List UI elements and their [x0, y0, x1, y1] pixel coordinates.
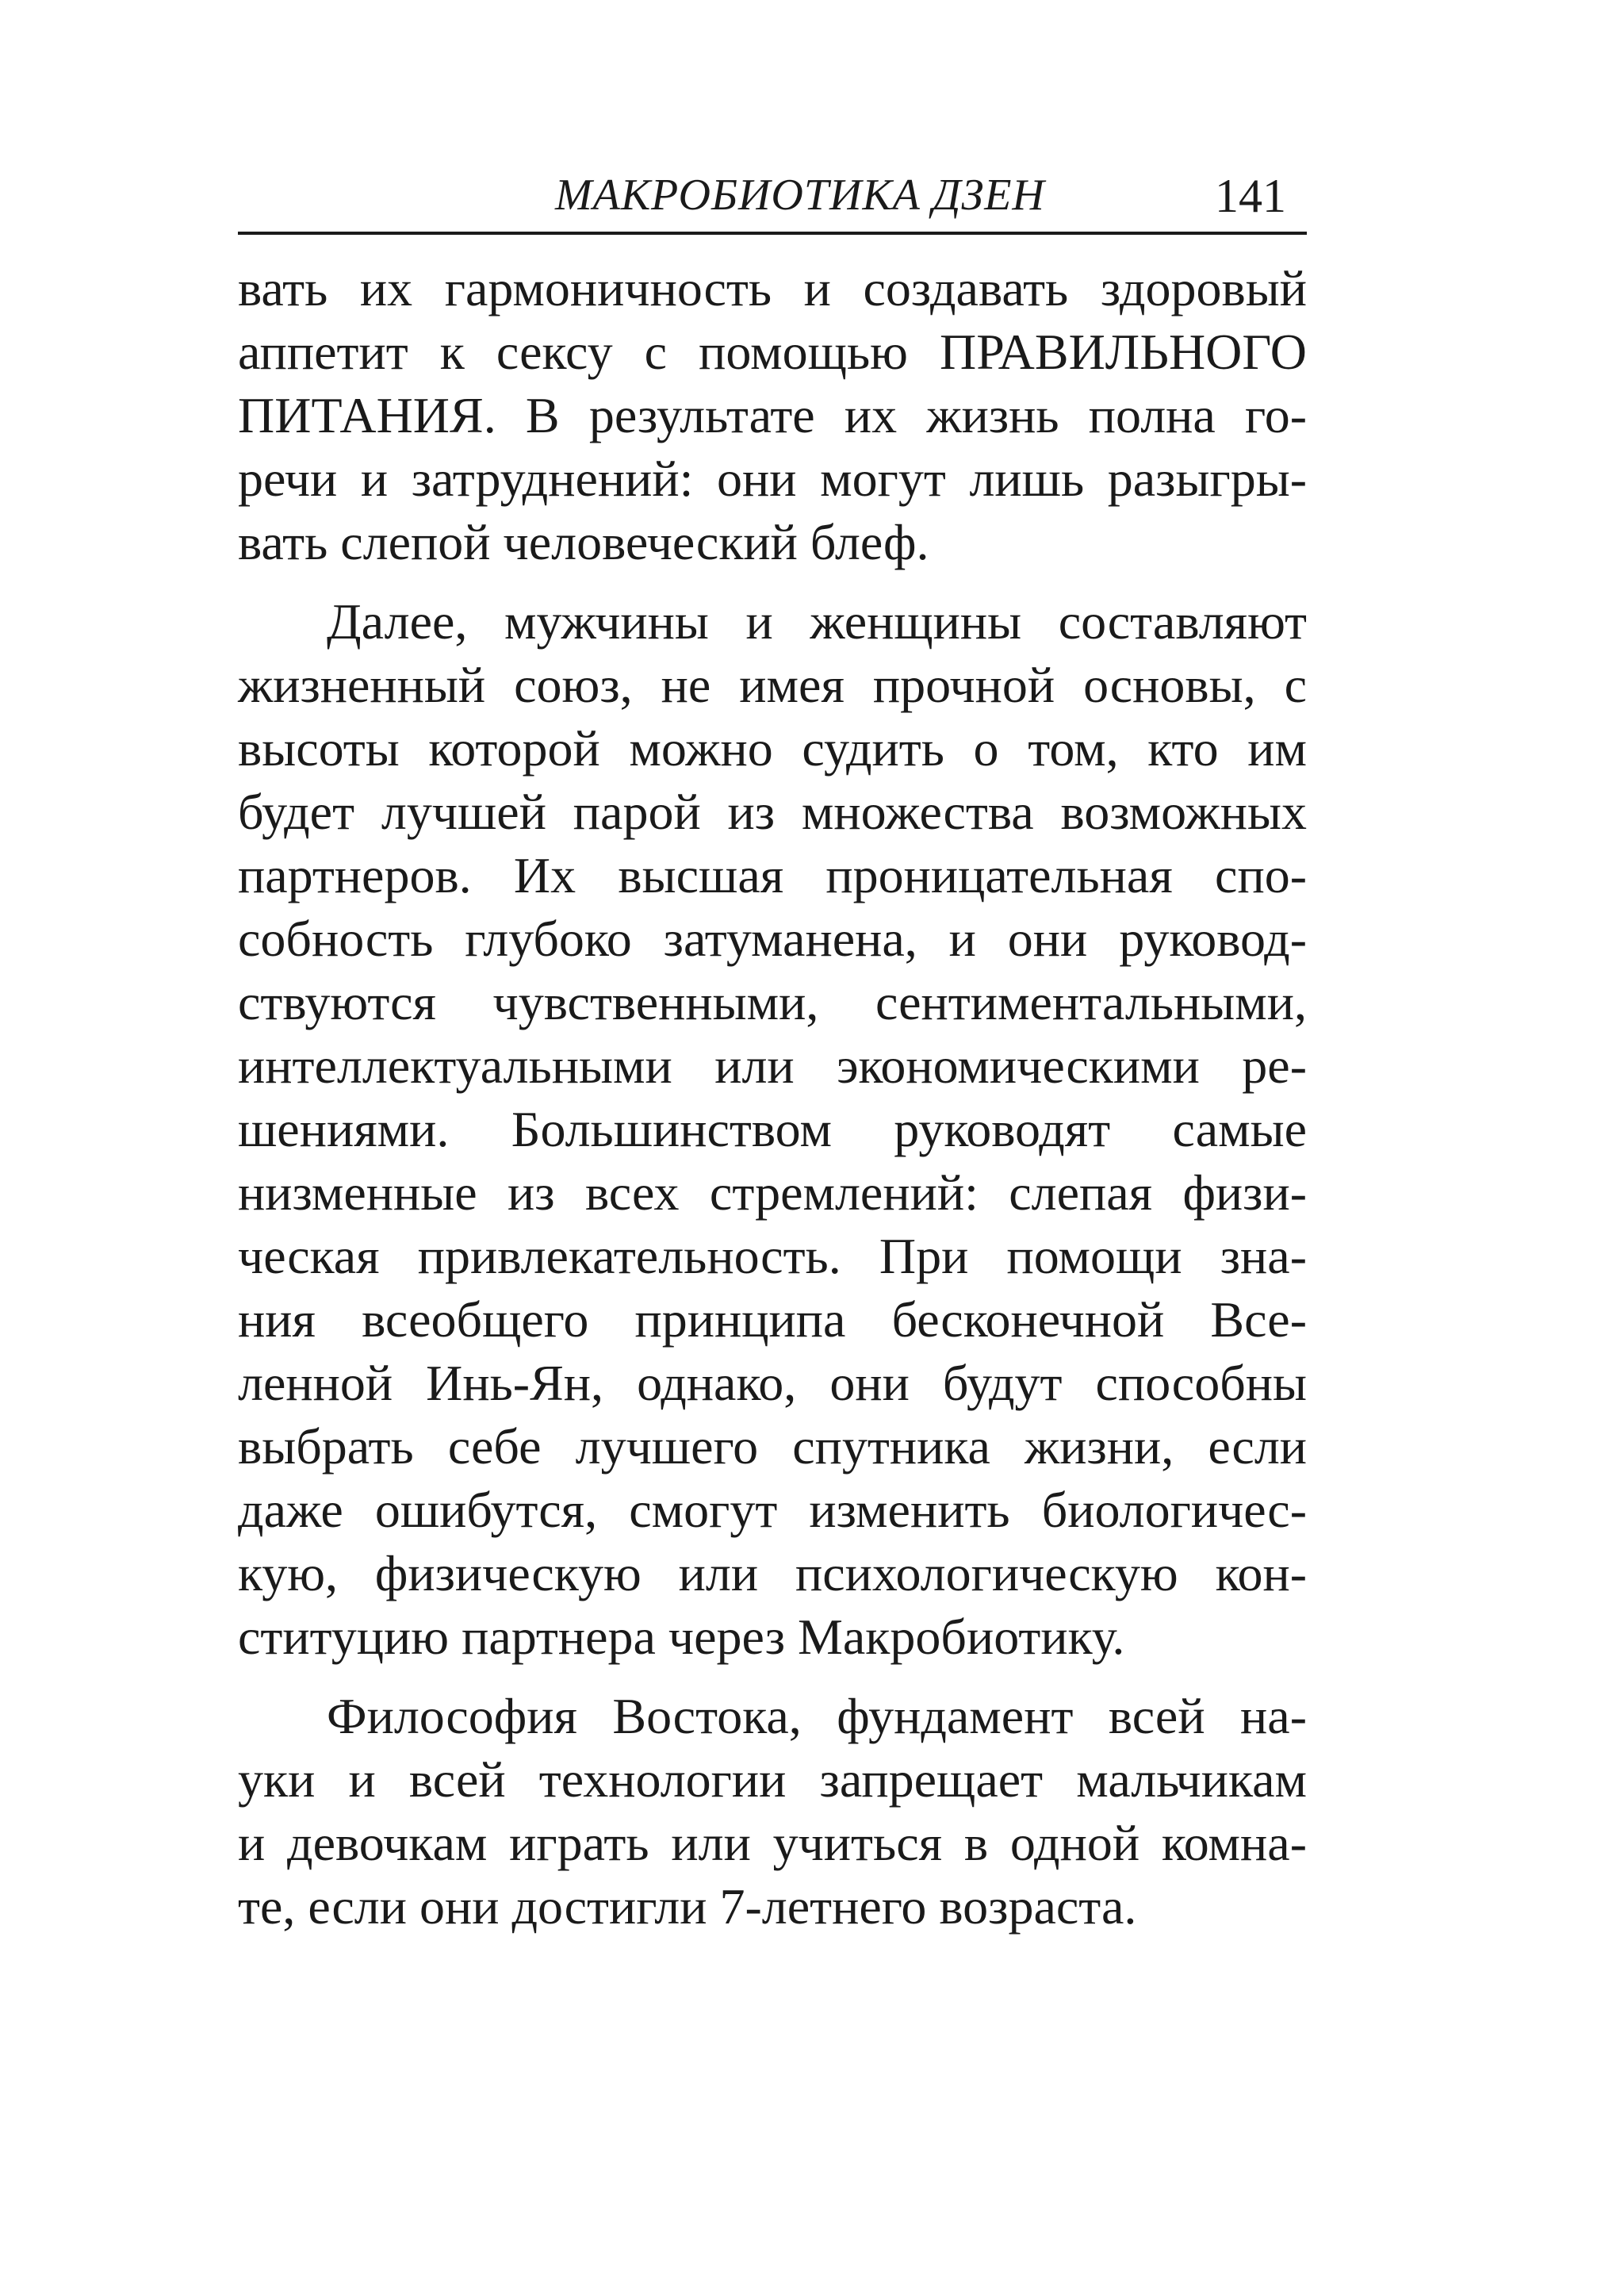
paragraph [238, 257, 1307, 574]
book-page [238, 167, 1307, 1954]
paragraph [238, 590, 1307, 1669]
text-line: вать их гармоничность и создавать здоровый [238, 260, 1307, 316]
paragraph [238, 1685, 1307, 1939]
running-header [238, 167, 1307, 235]
text-line: жизненный союз, не имея прочной основы, с [238, 657, 1307, 713]
text-line: речи и затруднений: они могут лишь разыгры- [238, 451, 1307, 507]
text-line: уки и всей технологии запрещает мальчикам [238, 1751, 1307, 1808]
text-line: ПИТАНИЯ. В результате их жизнь полна го- [238, 387, 1307, 443]
text-line: будет лучшей парой из множества возможных [238, 784, 1307, 840]
text-line: ленной Инь-Ян, однако, они будут способны [238, 1355, 1307, 1411]
text-line: выбрать себе лучшего спутника жизни, если [238, 1418, 1307, 1475]
text-line: ческая привлекательность. При помощи зна- [238, 1228, 1307, 1284]
body-text [238, 257, 1307, 1939]
text-line: кую, физическую или психологическую кон- [238, 1545, 1307, 1601]
text-line: низменные из всех стремлений: слепая физи- [238, 1164, 1307, 1221]
text-line: ституцию партнера через Макробиотику. [238, 1609, 1125, 1665]
text-line: те, если они достигли 7-летнего возраста. [238, 1878, 1137, 1935]
text-line: Философия Востока, фундамент всей на- [327, 1688, 1307, 1744]
text-line: высоты которой можно судить о том, кто им [238, 720, 1307, 777]
text-line: собность глубоко затуманена, и они руковод- [238, 911, 1307, 967]
text-line: ния всеобщего принципа бесконечной Все- [238, 1291, 1307, 1348]
text-line: даже ошибутся, смогут изменить биологичес- [238, 1482, 1307, 1538]
text-line: и девочкам играть или учиться в одной комна- [238, 1815, 1307, 1871]
text-line: ствуются чувственными, сентиментальными, [238, 974, 1307, 1030]
text-line: интеллектуальными или экономическими ре- [238, 1037, 1307, 1094]
page-number: 141 [1215, 170, 1286, 222]
text-line: Далее, мужчины и женщины составляют [327, 593, 1307, 650]
text-line: вать слепой человеческий блеф. [238, 514, 929, 570]
text-line: партнеров. Их высшая проницательная спо- [238, 847, 1307, 903]
text-line: шениями. Большинством руководят самые [238, 1101, 1307, 1157]
text-line: аппетит к сексу с помощью ПРАВИЛЬНОГО [238, 324, 1307, 380]
running-title: МАКРОБИОТИКА ДЗЕН [555, 171, 1045, 220]
